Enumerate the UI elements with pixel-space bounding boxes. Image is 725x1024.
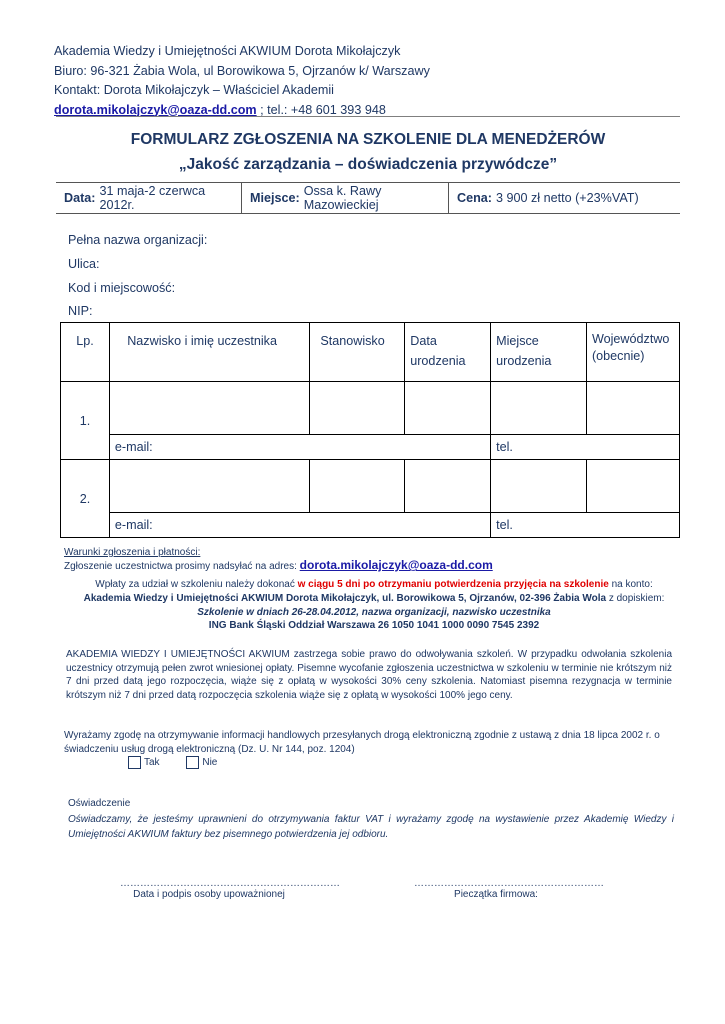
payment-pre: Wpłaty za udział w szkoleniu należy dokonać <box>95 579 298 590</box>
cell-tel[interactable]: tel. <box>491 435 680 460</box>
letterhead-phone: ; tel.: +48 601 393 948 <box>256 102 386 117</box>
marketing-consent: Wyrażamy zgodę na otrzymywanie informacji handlowych przesyłanych drogą elektroniczną zgodnie z ustawą z dnia 18 lipca 2002 r. o świadczeniu usług drogą elektroniczną (Dz. U. Nr 144, poz. 1204) <box>64 730 660 755</box>
participants-table <box>60 322 680 538</box>
payment-section <box>64 578 684 633</box>
stamp-block <box>414 878 604 900</box>
letterhead-address: Biuro: 96-321 Żabia Wola, ul Borowikowa 5, Ojrzanów k/ Warszawy <box>54 63 430 78</box>
org-city-field[interactable]: Kod i miejscowość: <box>68 280 176 295</box>
info-place-label: Miejsce: <box>250 191 300 205</box>
info-price-label: Cena: <box>457 191 492 205</box>
cell-tel[interactable]: tel. <box>491 513 680 538</box>
cancellation-policy: AKADEMIA WIEDZY I UMIEJĘTNOŚCI AKWIUM zastrzega sobie prawo do odwoływania szkoleń. W przypadku odwołania szkolenia uczestnicy otrzymują pełen zwrot wniesionej opłaty. Pisemne wycofanie zgłoszenia uczestnictwa w szkoleniu w terminie nie krótszym niż 7 dni przed datą jego rozpoczęcia, wiąże się z opłatą w wysokości 30% ceny szkolenia. Natomiast pisemna rezygnacja w terminie krótszym niż 7 dni przed datą rozpoczęcia szkolenia wiąże się z opłatą w wysokości 100% jego ceny. <box>66 649 672 701</box>
table-row <box>61 382 680 435</box>
header-birth-date: Data urodzenia <box>405 323 491 382</box>
info-date-value: 31 maja-2 czerwca 2012r. <box>99 184 206 212</box>
info-price <box>449 183 680 213</box>
checkbox-yes[interactable] <box>128 756 141 769</box>
terms-heading: Warunki zgłoszenia i płatności: <box>64 547 201 558</box>
org-street-field[interactable]: Ulica: <box>68 256 100 271</box>
terms-section <box>64 546 684 573</box>
info-place <box>242 183 449 213</box>
payment-bank: ING Bank Śląski Oddział Warszawa 26 1050 1041 1000 0090 7545 2392 <box>208 620 540 632</box>
row-lp: 1. <box>61 382 110 460</box>
org-name-field[interactable]: Pełna nazwa organizacji: <box>68 233 208 247</box>
table-row-contact <box>61 513 680 538</box>
info-place-value: Ossa k. Rawy Mazowieckiej <box>303 184 382 212</box>
header-region: Województwo (obecnie) <box>586 323 679 382</box>
consent-options <box>128 756 241 769</box>
info-date-label: Data: <box>64 191 96 205</box>
form-title <box>56 127 680 177</box>
terms-send-text: Zgłoszenie uczestnictwa prosimy nadsyłać na adres: <box>64 561 300 573</box>
cell-name[interactable] <box>109 460 309 513</box>
declaration-text: Oświadczamy, że jesteśmy uprawnieni do otrzymywania faktur VAT i wyrażamy zgodę na wystawienie przez Akademię Wiedzy i Umiejętności AKWIUM faktury bez pisemnego potwierdzenia jej odbioru. <box>68 813 674 840</box>
declaration-heading: Oświadczenie <box>68 798 131 809</box>
organization-fields <box>68 229 207 324</box>
training-info-bar <box>56 182 680 214</box>
cell-birth-place[interactable] <box>491 460 587 513</box>
info-date <box>56 183 242 213</box>
letterhead <box>54 42 430 120</box>
table-header-row <box>61 323 680 382</box>
payment-company-post: z dopiskiem: <box>606 592 665 604</box>
cell-name[interactable] <box>109 382 309 435</box>
header-position: Stanowisko <box>310 323 405 382</box>
header-name: Nazwisko i imię uczestnika <box>109 323 309 382</box>
payment-instruction <box>64 578 684 592</box>
payment-post: na konto: <box>608 579 653 590</box>
org-nip-field[interactable]: NIP: <box>68 304 93 319</box>
signature-label: Data i podpis osoby upoważnionej <box>133 889 285 900</box>
cell-region[interactable] <box>586 460 679 513</box>
cell-position[interactable] <box>310 460 405 513</box>
letterhead-contact: Kontakt: Dorota Mikołajczyk – Właściciel Akademii <box>54 83 334 97</box>
payment-deadline: w ciągu 5 dni po otrzymaniu potwierdzenia przyjęcia na szkolenie <box>297 579 609 590</box>
payment-note: Szkolenie w dniach 26-28.04.2012, nazwa organizacji, nazwisko uczestnika <box>197 606 551 618</box>
signature-line[interactable]: ………………………………………………………… <box>120 878 340 889</box>
cell-region[interactable] <box>586 382 679 435</box>
letterhead-company: Akademia Wiedzy i Umiejętności AKWIUM Dorota Mikołajczyk <box>54 44 401 58</box>
cell-email[interactable]: e-mail: <box>109 435 490 460</box>
form-title-subtitle: „Jakość zarządzania – doświadczenia przywódcze” <box>178 156 558 173</box>
cell-position[interactable] <box>310 382 405 435</box>
header-divider <box>56 116 680 117</box>
stamp-line[interactable]: ………………………………………………… <box>414 878 604 889</box>
header-birth-place: Miejsce urodzenia <box>491 323 587 382</box>
payment-company: Akademia Wiedzy i Umiejętności AKWIUM Dorota Mikołajczyk, ul. Borowikowa 5, Ojrzanów, 02-396 Żabia Wola <box>83 592 607 604</box>
cell-birth-place[interactable] <box>491 382 587 435</box>
consent-yes-label: Tak <box>144 757 160 769</box>
terms-email-link[interactable]: dorota.mikolajczyk@oaza-dd.com <box>299 558 493 573</box>
cell-email[interactable]: e-mail: <box>109 513 490 538</box>
signature-block <box>120 878 340 900</box>
terms-send-line <box>64 559 684 573</box>
info-price-value: 3 900 zł netto (+23%VAT) <box>496 191 639 205</box>
form-title-main: FORMULARZ ZGŁOSZENIA NA SZKOLENIE DLA MENEDŻERÓW <box>130 131 606 148</box>
table-row-contact <box>61 435 680 460</box>
cell-birth-date[interactable] <box>405 382 491 435</box>
letterhead-email-line <box>54 101 430 121</box>
header-lp: Lp. <box>61 323 110 382</box>
stamp-label: Pieczątka firmowa: <box>454 889 538 900</box>
letterhead-email-link[interactable]: dorota.mikolajczyk@oaza-dd.com <box>54 102 257 117</box>
table-row <box>61 460 680 513</box>
consent-no-label: Nie <box>202 757 218 769</box>
checkbox-no[interactable] <box>186 756 199 769</box>
consent-yes-option[interactable] <box>128 757 160 768</box>
declaration-section <box>68 796 674 843</box>
cell-birth-date[interactable] <box>405 460 491 513</box>
payment-company-line <box>64 592 684 606</box>
row-lp: 2. <box>61 460 110 538</box>
consent-no-option[interactable] <box>186 757 217 768</box>
